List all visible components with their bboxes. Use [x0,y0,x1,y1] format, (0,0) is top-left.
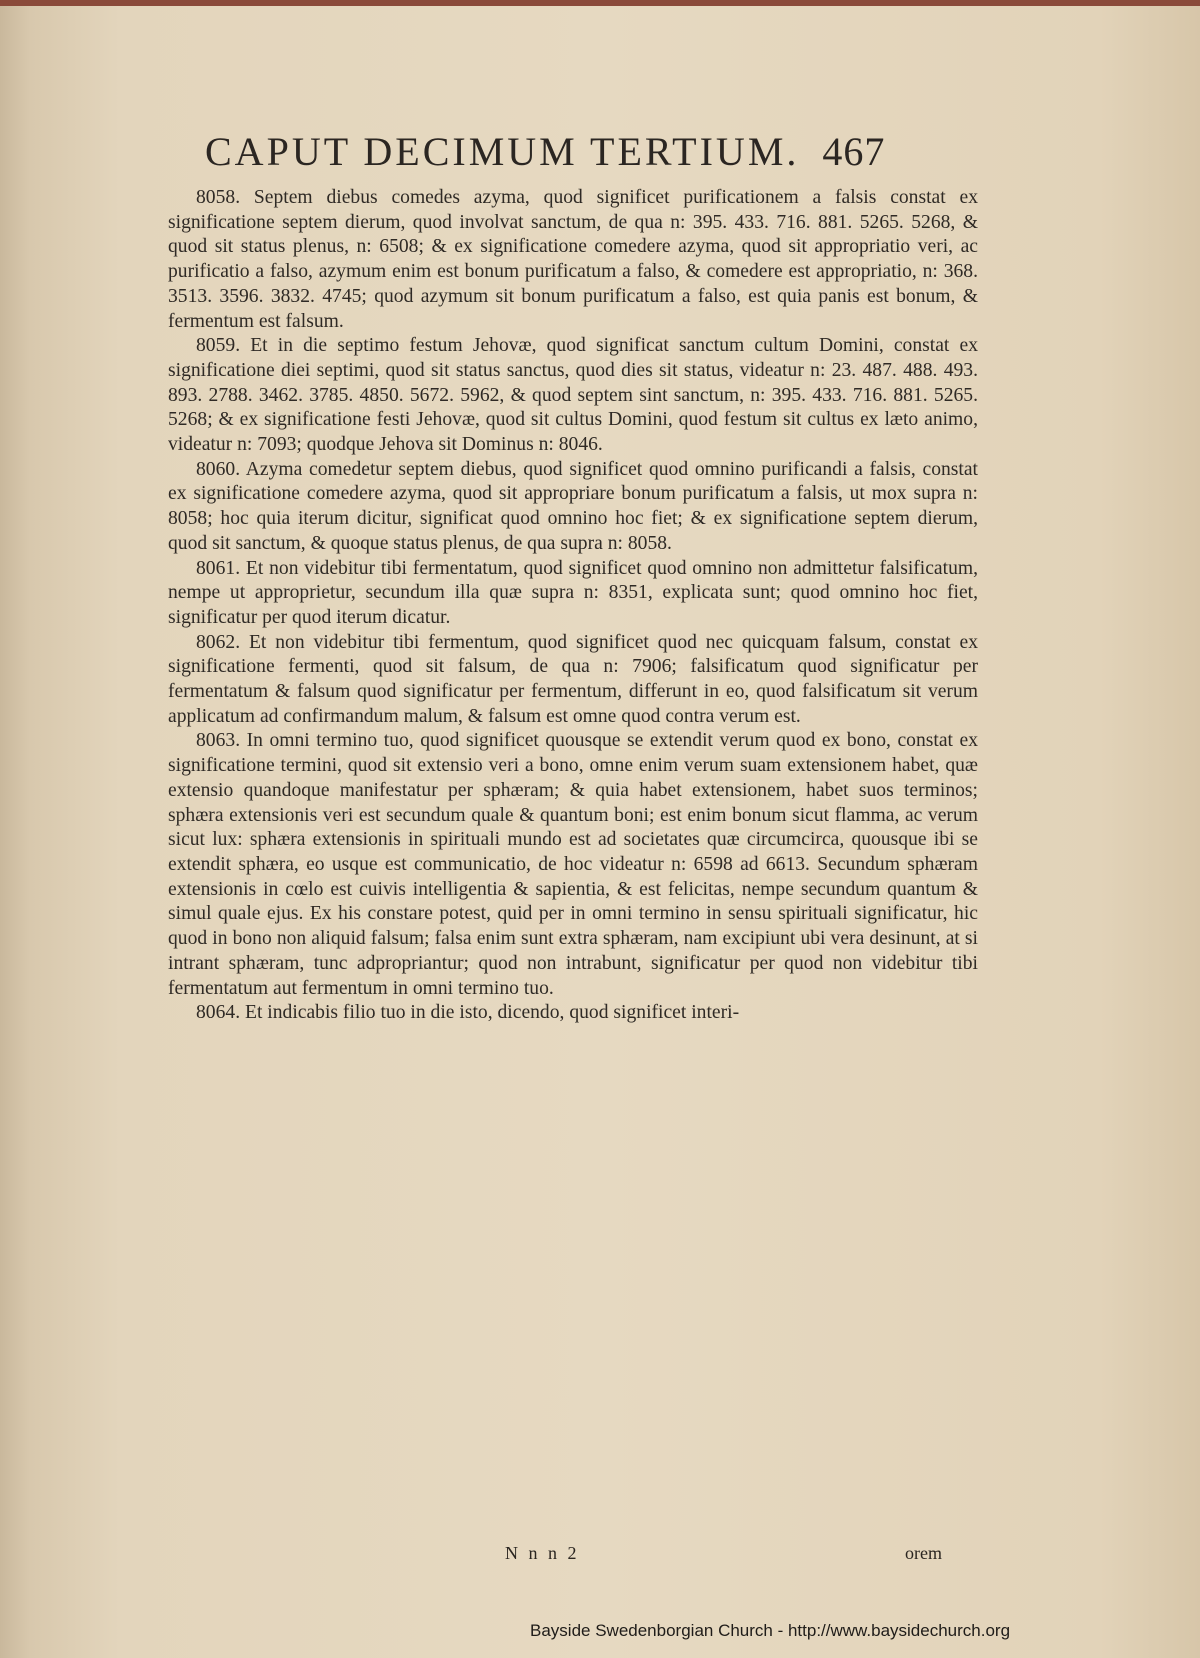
paragraph-8064: 8064. Et indicabis filio tuo in die isto, dicendo, quod significet interi- [196,1002,740,1024]
paragraph-8060: 8060. Azyma comedetur septem diebus, quod significet quod omnino purificandi a falsis, constat ex significatione comedere azyma, quod sit appropriare bonum purificatum a falsis, ut mox supra n: 8058; hoc quia iterum dicitur, significat quod omnino hoc fiet; & ex significatione septem dierum, quod sit sanctum, & quoque status plenus, de qua supra n: 8058. [168,458,978,554]
paragraph-8062: 8062. Et non videbitur tibi fermentum, quod significet quod nec quicquam falsum, constat ex significatione fermenti, quod sit falsum, de qua n: 7906; falsificatum quod significatur per fermentatum & falsum quod significatur per fermentum, differunt in eo, quod falsificatum sit verum applicatum ad confirmandum malum, & falsum est omne quod contra verum est. [168,631,978,727]
page-top-edge [0,0,1200,6]
paragraph-8061: 8061. Et non videbitur tibi fermentatum, quod significet quod omnino non admittetur falsificatum, nempe ut approprietur, secundum illa quæ supra n: 8351, explicata sunt; quod omnino hoc fiet, significatur per quod iterum dicatur. [168,557,978,628]
catchword: orem [905,1543,942,1563]
source-watermark: Bayside Swedenborgian Church - http://www.baysidechurch.org [530,1621,1011,1640]
paragraph-8058: 8058. Septem diebus comedes azyma, quod significet purificationem a falsis constat ex significatione septem dierum, quod involvat sanctum, de qua n: 395. 433. 716. 881. 5265. 5268, & quod sit status plenus, n: 6508; & ex significatione comedere azyma, quod sit appropriatio veri, ac purificatio a falso, azymum enim est bonum purificatum a falso, & comedere est appropriatio, n: 368. 3513. 3596. 3832. 4745; quod azymum sit bonum purificatum a falso, est quia panis est bonum, & fermentum est falsum. [168,187,978,332]
paragraph-8063: 8063. In omni termino tuo, quod significet quousque se extendit verum quod ex bono, constat ex significatione termini, quod sit extensio veri a bono, omne enim verum suam extensionem habet, quæ extensio quandoque manifestatur per sphæram; & quia habet extensionem, habet suos terminos; sphæra extensionis veri est secundum quale & quantum boni; est enim bonum sicut flamma, ac verum sicut lux: sphæra extensionis in spirituali mundo est ad societates quæ circumcirca, quousque ibi se extendit sphæra, eo usque est communicatio, de hoc videatur n: 6598 ad 6613. Secundum sphæram extensionis in cœlo est cuivis intelligentia & sapientia, & est felicitas, nempe secundum quantum & simul quale ejus. Ex his constare potest, quid per in omni termino in sensu spirituali significatur, hic quod in bono non aliquid falsum; falsa enim sunt extra sphæram, nam excipiunt ubi vera desinunt, at si intrant sphæram, tunc adpropriantur; quod non intrabunt, significatur per quod non videbitur tibi fermentatum aut fermentum in omni termino tuo. [168,730,978,999]
page-number: 467 [822,129,886,174]
body-text [168,186,978,1026]
signature-mark: N n n 2 [505,1543,580,1563]
paragraph-8059: 8059. Et in die septimo festum Jehovæ, quod significat sanctum cultum Domini, constat ex significatione diei septimi, quod sit status sanctus, quod dies sit status, videatur n: 23. 487. 488. 493. 893. 2788. 3462. 3785. 4850. 5672. 5962, & quod septem sint sanctum, n: 395. 433. 716. 881. 5265. 5268; & ex significatione festi Jehovæ, quod sit cultus Domini, quod festum sit cultus ex læto animo, videatur n: 7093; quodque Jehova sit Dominus n: 8046. [168,335,978,456]
running-head [205,128,1005,175]
chapter-title: CAPUT DECIMUM TERTIUM. [205,129,800,174]
